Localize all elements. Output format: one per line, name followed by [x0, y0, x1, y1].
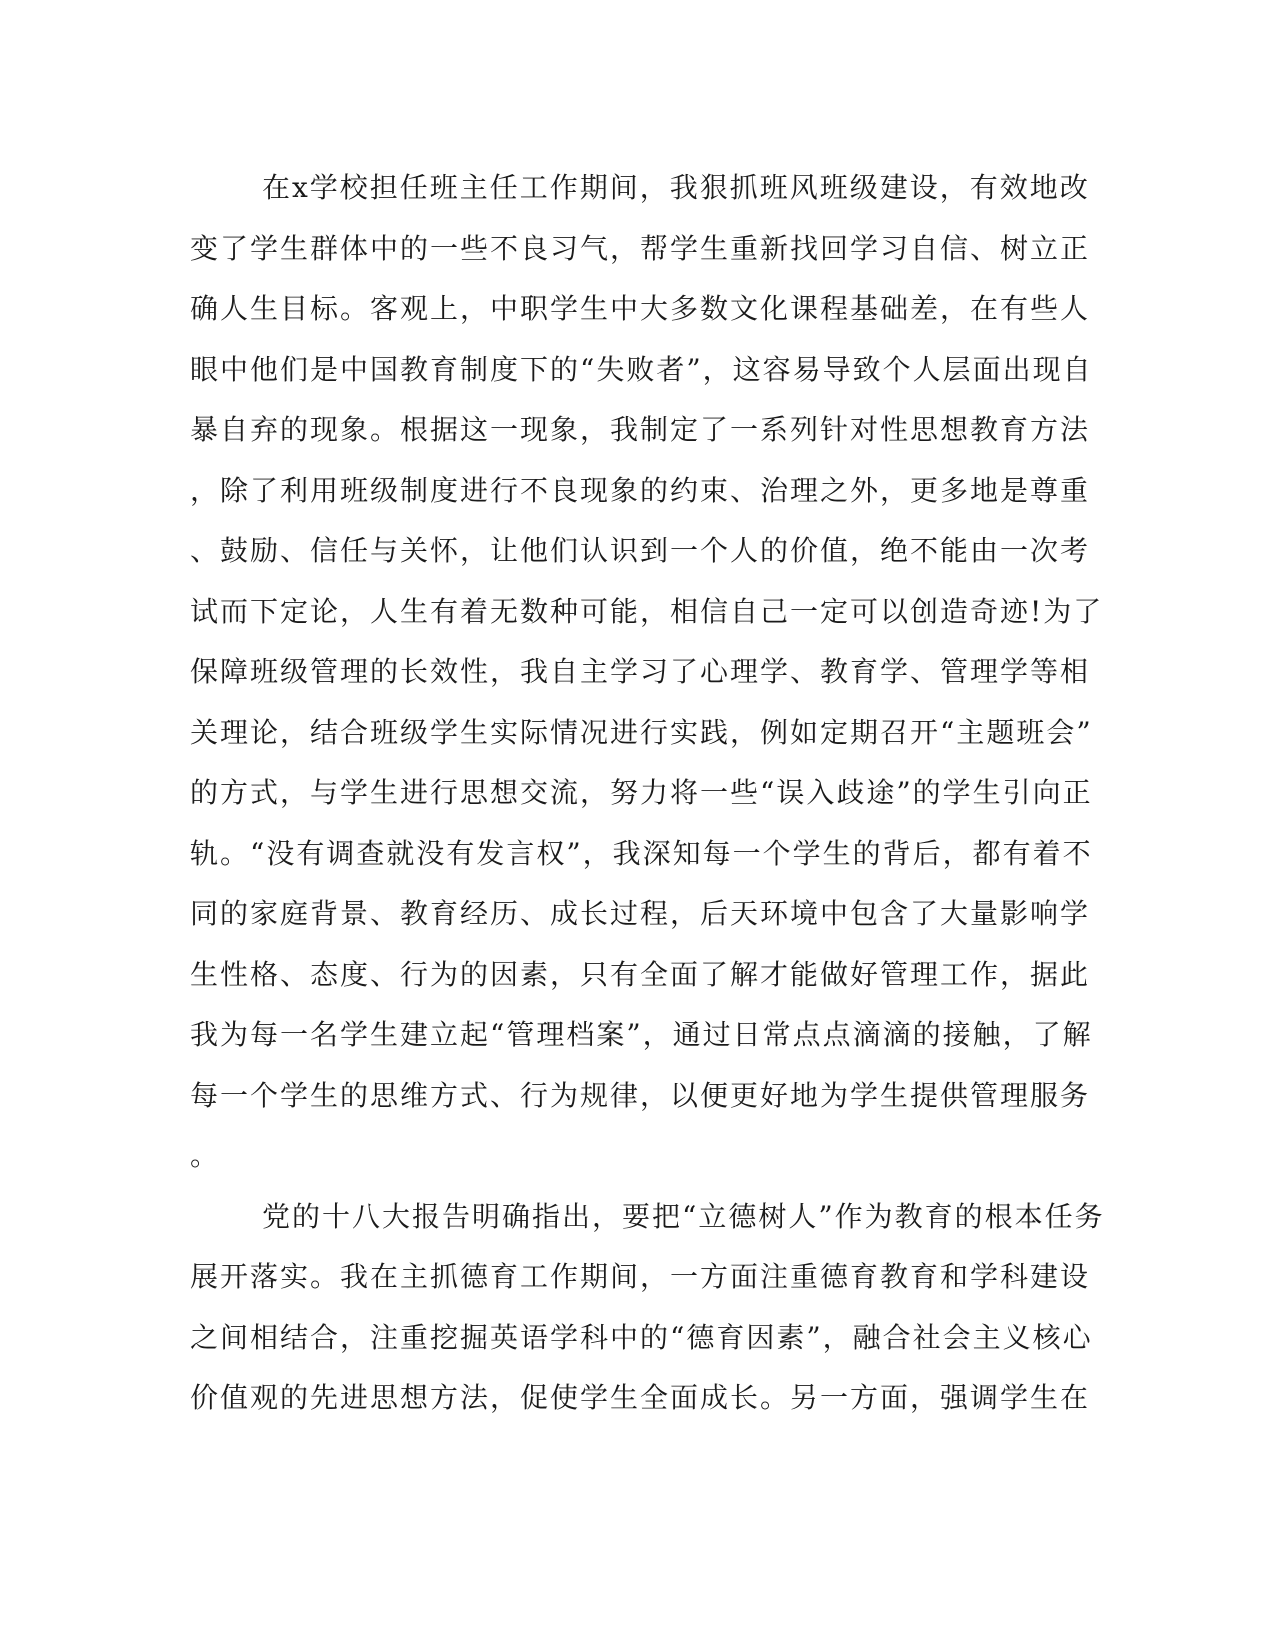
- text-line: 同的家庭背景、教育经历、成长过程，后天环境中包含了大量影响学: [190, 897, 1091, 930]
- text-line: 生性格、态度、行为的因素，只有全面了解才能做好管理工作，据此: [190, 957, 1091, 991]
- text-line: 在x学校担任班主任工作期间，我狠抓班风班级建设，有效地改: [262, 171, 1090, 204]
- text-line: 每一个学生的思维方式、行为规律，以便更好地为学生提供管理服务: [190, 1078, 1091, 1112]
- text-line: 试而下定论，人生有着无数种可能，相信自己一定可以创造奇迹!为了: [190, 594, 1104, 628]
- document-body: [190, 158, 1105, 1429]
- text-line: 关理论，结合班级学生实际情况进行实践，例如定期召开“主题班会”: [190, 715, 1093, 749]
- text-line: ，除了利用班级制度进行不良现象的约束、治理之外，更多地是尊重: [190, 473, 1091, 507]
- text-line: 变了学生群体中的一些不良习气，帮学生重新找回学习自信、树立正: [190, 231, 1091, 265]
- text-line: 党的十八大报告明确指出，要把“立德树人”作为教育的根本任务: [262, 1199, 1105, 1233]
- text-line: 。: [190, 1139, 221, 1172]
- text-line: 之间相结合，注重挖掘英语学科中的“德育因素”，融合社会主义核心: [190, 1320, 1093, 1354]
- text-line: 、鼓励、信任与关怀，让他们认识到一个人的价值，绝不能由一次考: [190, 534, 1091, 567]
- text-line: 展开落实。我在主抓德育工作期间，一方面注重德育教育和学科建设: [190, 1260, 1091, 1293]
- text-line: 眼中他们是中国教育制度下的“失败者”，这容易导致个人层面出现自: [190, 352, 1093, 386]
- text-line: 价值观的先进思想方法，促使学生全面成长。另一方面，强调学生在: [190, 1381, 1091, 1414]
- paragraph-2: [190, 1187, 1105, 1429]
- text-line: 保障班级管理的长效性，我自主学习了心理学、教育学、管理学等相: [190, 655, 1091, 688]
- text-line: 暴自弃的现象。根据这一现象，我制定了一系列针对性思想教育方法: [190, 413, 1091, 446]
- paragraph-1: [190, 158, 1104, 1187]
- text-line: 轨。“没有调查就没有发言权”，我深知每一个学生的背后，都有着不: [190, 836, 1093, 870]
- text-line: 确人生目标。客观上，中职学生中大多数文化课程基础差，在有些人: [190, 292, 1091, 325]
- text-line: 的方式，与学生进行思想交流，努力将一些“误入歧途”的学生引向正: [190, 776, 1093, 809]
- text-line: 我为每一名学生建立起“管理档案”，通过日常点点滴滴的接触，了解: [190, 1018, 1093, 1051]
